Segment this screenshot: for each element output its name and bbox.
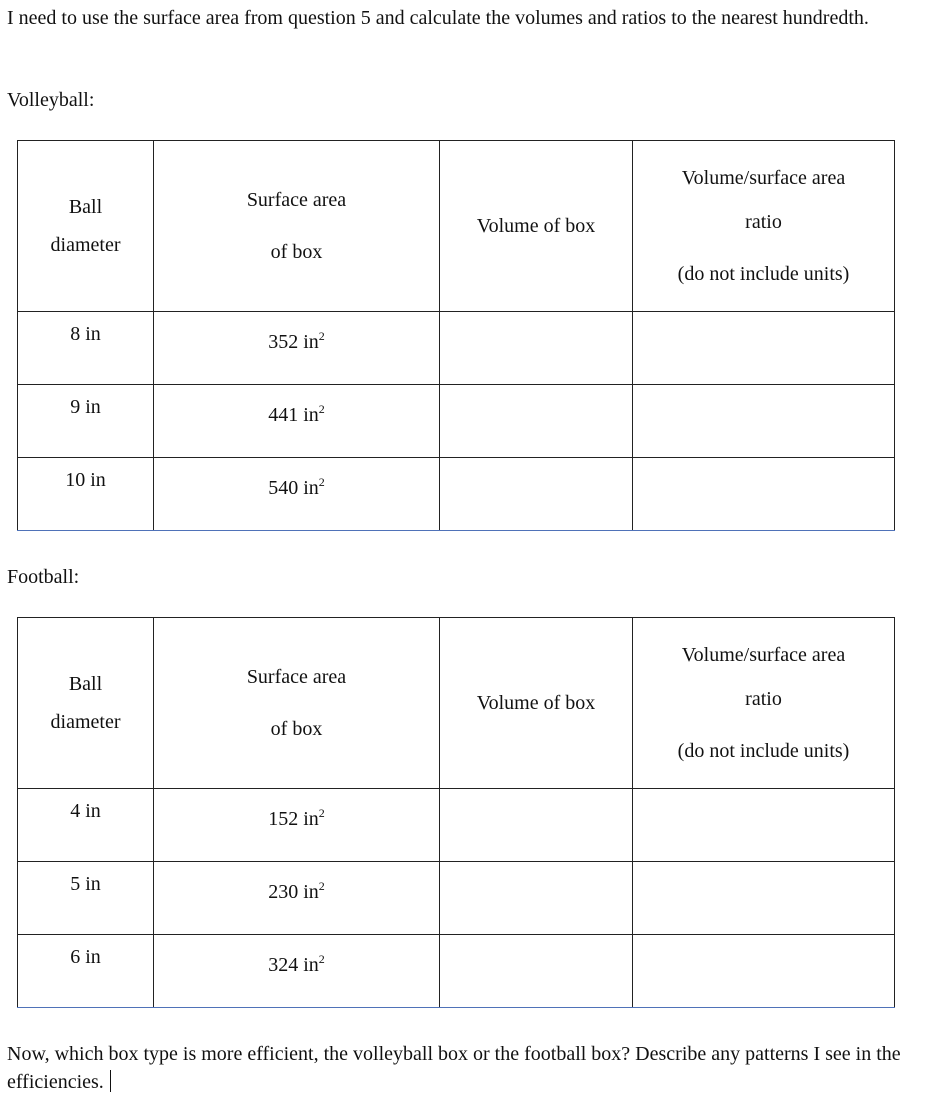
diameter-cell (18, 458, 154, 531)
header-ratio (633, 141, 895, 312)
ratio-input-cell[interactable] (633, 312, 895, 385)
table-row (18, 789, 895, 862)
surface-area-cell (154, 312, 440, 385)
volume-input-cell[interactable] (440, 312, 633, 385)
header-surface-area (154, 618, 440, 789)
header-ratio (633, 618, 895, 789)
header-ball-line2: diameter (50, 711, 121, 733)
diameter-value: 5 in (70, 872, 101, 895)
ratio-input-cell[interactable] (633, 789, 895, 862)
header-surface-line2: of box (270, 241, 323, 263)
diameter-value: 9 in (70, 395, 101, 418)
header-volume (440, 618, 633, 789)
diameter-value: 8 in (70, 322, 101, 345)
closing-text: Now, which box type is more efficient, the volleyball box or the football box? Describe any patterns I see in the efficiencies. (7, 1043, 901, 1093)
football-label: Football: (7, 566, 80, 588)
surface-area-value: 540 $in^2$ (268, 474, 325, 499)
diameter-cell (18, 385, 154, 458)
volleyball-label: Volleyball: (7, 89, 95, 111)
header-ball-line1: Ball (68, 673, 103, 695)
surface-area-cell (154, 458, 440, 531)
text-cursor (110, 1070, 111, 1092)
header-surface-line2: of box (270, 718, 323, 740)
header-volume-label: Volume of box (476, 692, 596, 714)
volume-input-cell[interactable] (440, 458, 633, 531)
surface-area-value: 324 $in^2$ (268, 951, 325, 976)
header-ratio-line2: ratio (745, 211, 782, 233)
diameter-cell (18, 789, 154, 862)
table-row (18, 935, 895, 1008)
header-surface-area (154, 141, 440, 312)
ratio-input-cell[interactable] (633, 385, 895, 458)
header-ratio-line1: Volume/surface area (681, 167, 846, 189)
volume-input-cell[interactable] (440, 862, 633, 935)
surface-area-value: 352 $in^2$ (268, 328, 325, 353)
surface-area-cell (154, 862, 440, 935)
header-ratio-line2: ratio (745, 688, 782, 710)
volume-input-cell[interactable] (440, 935, 633, 1008)
table-header-row (18, 618, 895, 789)
header-ratio-line3: (do not include units) (677, 740, 850, 762)
table-row (18, 458, 895, 531)
header-ball-line2: diameter (50, 234, 121, 256)
table-row (18, 312, 895, 385)
table-row (18, 385, 895, 458)
table-header-row (18, 141, 895, 312)
volleyball-table (17, 140, 895, 531)
volume-input-cell[interactable] (440, 385, 633, 458)
ratio-input-cell[interactable] (633, 935, 895, 1008)
surface-area-value: 152 $in^2$ (268, 805, 325, 830)
diameter-value: 10 in (65, 468, 106, 491)
table-row (18, 862, 895, 935)
surface-area-value: 230 $in^2$ (268, 878, 325, 903)
diameter-value: 4 in (70, 799, 101, 822)
volume-input-cell[interactable] (440, 789, 633, 862)
ratio-input-cell[interactable] (633, 862, 895, 935)
header-surface-line1: Surface area (246, 666, 347, 688)
diameter-value: 6 in (70, 945, 101, 968)
header-ball-line1: Ball (68, 196, 103, 218)
header-ball-diameter (18, 141, 154, 312)
surface-area-cell (154, 385, 440, 458)
intro-paragraph: I need to use the surface area from question 5 and calculate the volumes and ratios to the nearest hundredth. (7, 7, 869, 29)
diameter-cell (18, 312, 154, 385)
closing-question[interactable] (7, 1040, 927, 1096)
diameter-cell (18, 935, 154, 1008)
header-ratio-line3: (do not include units) (677, 263, 850, 285)
football-table (17, 617, 895, 1008)
surface-area-value: 441 $in^2$ (268, 401, 325, 426)
ratio-input-cell[interactable] (633, 458, 895, 531)
header-ratio-line1: Volume/surface area (681, 644, 846, 666)
surface-area-cell (154, 789, 440, 862)
header-ball-diameter (18, 618, 154, 789)
header-volume (440, 141, 633, 312)
surface-area-cell (154, 935, 440, 1008)
header-surface-line1: Surface area (246, 189, 347, 211)
header-volume-label: Volume of box (476, 215, 596, 237)
diameter-cell (18, 862, 154, 935)
